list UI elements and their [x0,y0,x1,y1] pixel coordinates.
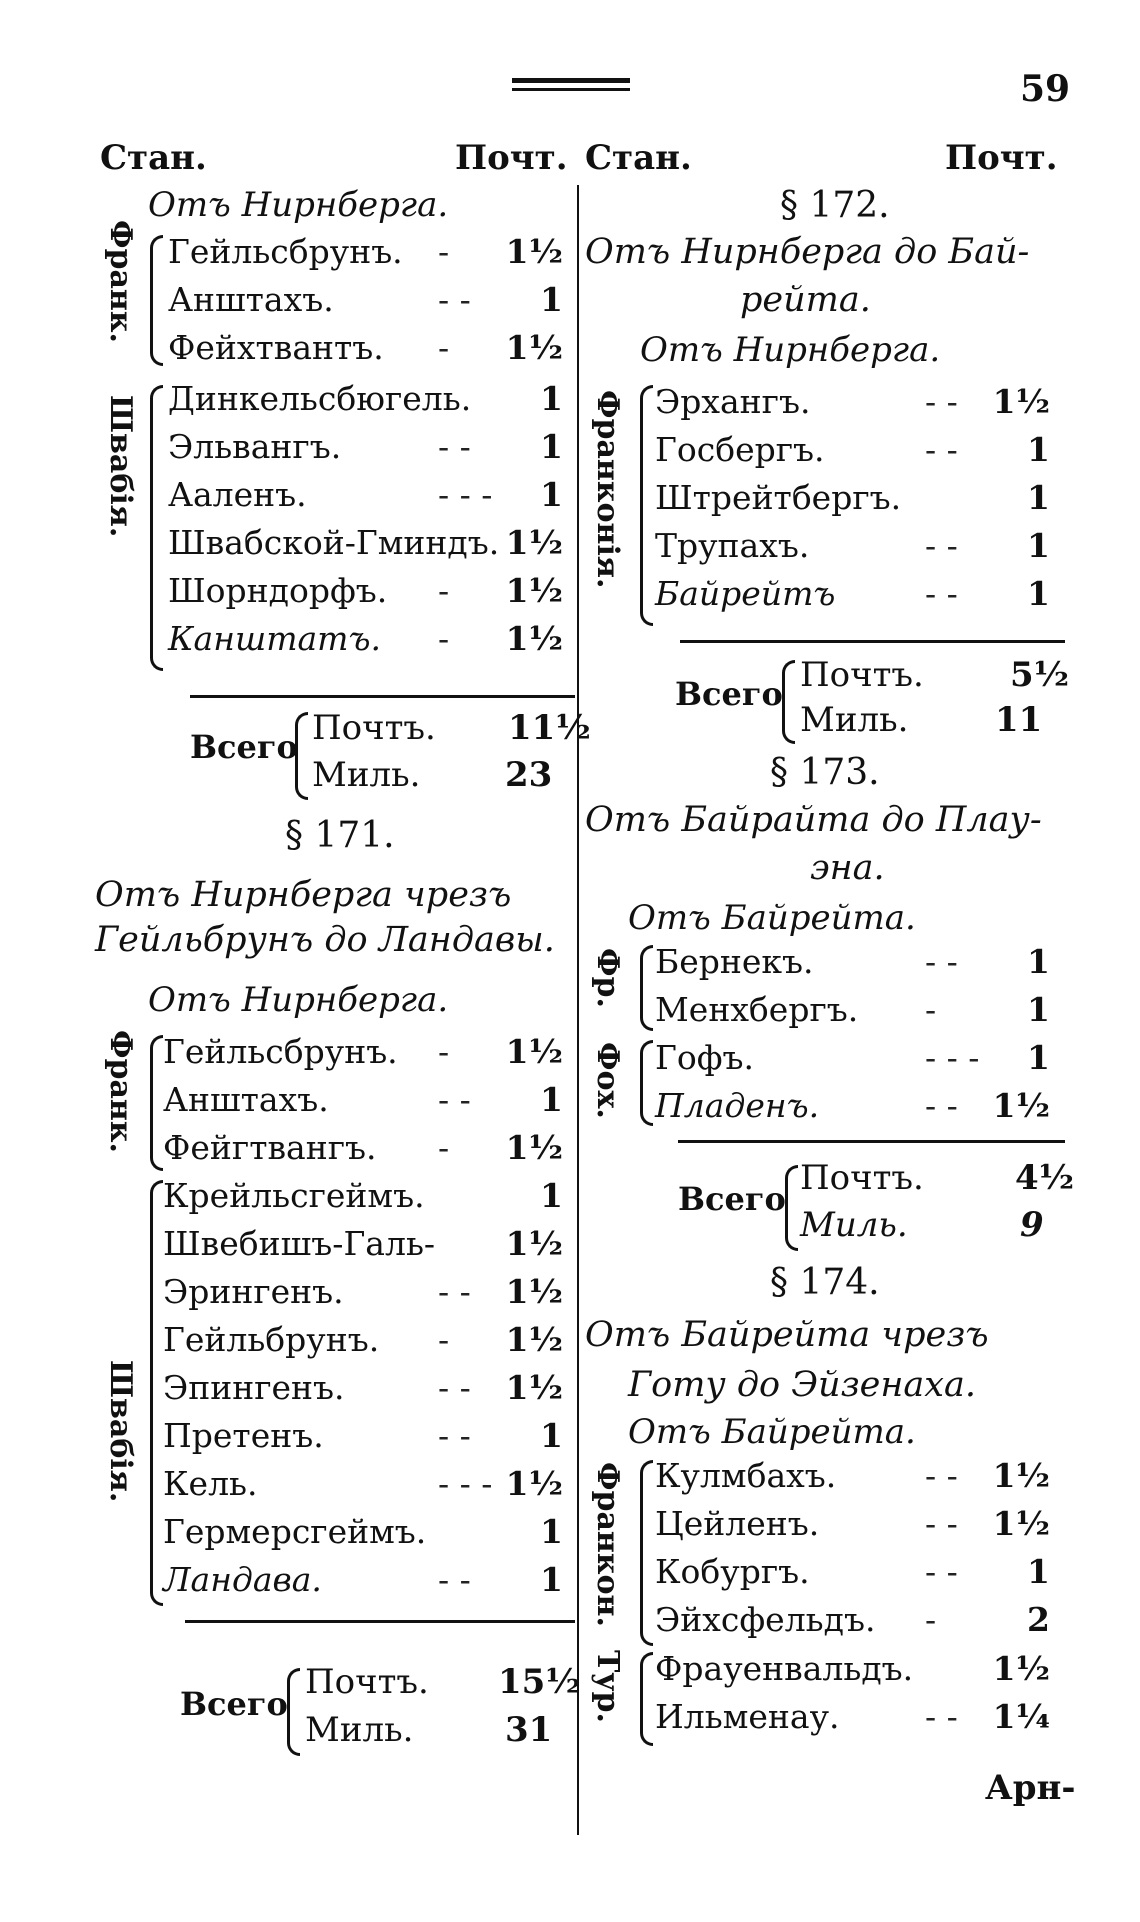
section171-brace-1 [150,1035,163,1171]
route170-total-label: Всего [190,728,298,766]
post-value: 1 [1027,478,1050,517]
section172-from: Отъ Нирнберга. [640,330,941,370]
station-name: Гермерсгеймъ. [163,1512,427,1551]
leader-dots: - - [438,427,471,466]
post-value: 1 [1027,1038,1050,1077]
station-name: Претенъ. [163,1416,324,1455]
leader-dots: - - [438,1272,471,1311]
station-name: Цейленъ. [655,1504,820,1543]
section173-total-mil-label: Миль. [800,1205,908,1245]
post-value: 1 [1027,1552,1050,1591]
station-name: Канштатъ. [168,619,381,658]
catchword: Арн- [985,1768,1076,1808]
station-name: Динкельсбюгель. [168,379,472,418]
leader-dots: - - [925,430,958,469]
post-value: 1¼ [992,1697,1050,1736]
top-ornament-rule [512,78,630,83]
leader-dots: - - - [438,475,493,514]
section173-from: Отъ Байрейта. [628,898,916,938]
route170-brace-1 [150,235,163,366]
leader-dots: - [925,990,937,1029]
section172-desc2: рейта. [740,280,871,320]
station-name: Фейгтвангъ. [163,1128,377,1167]
route-row [168,423,568,471]
section173-total-poch-value: 4½ [1015,1158,1075,1198]
route-row [168,276,568,324]
header-right-poch: Почт. [945,138,1058,178]
section171-total-poch-label: Почтъ. [305,1662,429,1702]
station-name: Кобургъ. [655,1552,810,1591]
station-name: Швебишъ-Галь- [163,1224,436,1263]
station-name: Менхбергъ. [655,990,859,1029]
post-value: 1½ [505,1272,563,1311]
header-right-stan: Стан. [585,138,692,178]
route-row [655,1645,1055,1693]
station-name: Анштахъ. [168,280,334,319]
post-value: 1 [1027,942,1050,981]
route170-total-poch-value: 11½ [508,708,591,748]
section172-total-poch-label: Почтъ. [800,655,924,695]
route-row [163,1412,568,1460]
leader-dots: - [438,619,450,658]
station-name: Трупахъ. [655,526,810,565]
section173-region-fr: Фр. [590,948,625,1008]
leader-dots: - [438,571,450,610]
post-value: 1 [1027,526,1050,565]
route-row [655,1596,1055,1644]
section172-desc1: Отъ Нирнберга до Бай- [585,232,1030,272]
station-name: Эйхсфельдъ. [655,1600,876,1639]
leader-dots: - - [925,1697,958,1736]
section173-total-brace [785,1165,798,1251]
route170-from: Отъ Нирнберга. [148,185,449,225]
post-value: 1 [540,1512,563,1551]
route-row [163,1460,568,1508]
section172-total-rule [680,640,1065,643]
station-name: Швабской-Гминдъ. [168,523,500,562]
section172-region-frankoniya: Франконія. [590,390,625,589]
station-name: Ландава. [163,1560,322,1599]
post-value: 1 [540,1080,563,1119]
post-value: 1½ [992,382,1050,421]
route-row [655,1500,1055,1548]
route170-region-shvabiya: Швабія. [103,395,138,538]
post-value: 1 [540,427,563,466]
station-name: Байрейтъ [655,574,836,613]
post-value: 1½ [505,571,563,610]
station-name: Бернекъ. [655,942,814,981]
post-value: 1½ [505,619,563,658]
post-value: 1 [540,475,563,514]
route-row [655,1034,1055,1082]
route-row [655,474,1055,522]
post-value: 1 [1027,430,1050,469]
post-value: 2 [1027,1600,1050,1639]
route-row [163,1124,568,1172]
route-row [655,1452,1055,1500]
station-name: Гейльсбрунъ. [168,232,403,271]
station-name: Гейльбрунъ. [163,1320,380,1359]
route-row [163,1268,568,1316]
station-name: Анштахъ. [163,1080,329,1119]
station-name: Кулмбахъ. [655,1456,837,1495]
route-row [163,1364,568,1412]
route-row [168,324,568,372]
section171-total-mil-value: 31 [505,1710,553,1750]
route170-total-mil-label: Миль. [312,755,421,795]
header-left-stan: Стан. [100,138,207,178]
route170-total-poch-label: Почтъ. [312,708,436,748]
section173-brace-1 [640,945,653,1031]
section174-region-frankon: Франкон. [590,1462,625,1627]
post-value: 1 [540,1416,563,1455]
post-value: 1½ [992,1504,1050,1543]
section171-desc2: Гейльбрунъ до Ландавы. [95,920,555,960]
section172-brace-1 [640,385,653,626]
route-row [163,1316,568,1364]
section174-brace-1 [640,1460,653,1646]
header-left-poch: Почт. [455,138,568,178]
leader-dots: - - [925,1456,958,1495]
post-value: 1½ [992,1456,1050,1495]
post-value: 1 [540,1176,563,1215]
route-row [168,471,568,519]
station-name: Госбергъ. [655,430,825,469]
station-name: Гейльсбрунъ. [163,1032,398,1071]
leader-dots: - - [925,574,958,613]
post-value: 1½ [505,1032,563,1071]
station-name: Эрингенъ. [163,1272,344,1311]
page-number: 59 [1020,68,1071,110]
section172-title: § 172. [780,185,890,226]
section172-total-label: Всего [675,675,783,713]
route-row [163,1556,568,1604]
station-name: Крейльсгеймъ. [163,1176,425,1215]
station-name: Штрейтбергъ. [655,478,902,517]
section173-desc2: эна. [810,848,885,888]
post-value: 1 [540,280,563,319]
route-row [655,378,1055,426]
route-row [163,1172,568,1220]
leader-dots: - [925,1600,937,1639]
station-name: Фейхтвантъ. [168,328,384,367]
route170-total-mil-value: 23 [505,755,553,795]
post-value: 1 [1027,574,1050,613]
section171-region-shvabiya: Швабія. [103,1360,138,1503]
section173-total-label: Всего [678,1180,786,1218]
leader-dots: - - [925,942,958,981]
section171-total-poch-value: 15½ [498,1662,581,1702]
section174-desc2: Готу до Эйзенаха. [628,1365,977,1405]
post-value: 1½ [992,1649,1050,1688]
leader-dots: - - [438,1416,471,1455]
post-value: 1 [540,1560,563,1599]
section174-desc1: Отъ Байрейта чрезъ [585,1315,989,1355]
section171-desc1: Отъ Нирнберга чрезъ [95,875,512,915]
section171-total-rule [185,1620,575,1623]
route-row [655,1693,1055,1741]
route170-total-brace [295,712,308,800]
station-name: Пладенъ. [655,1086,820,1125]
section173-desc1: Отъ Байрайта до Плау- [585,800,1042,840]
section174-title: § 174. [770,1262,880,1303]
leader-dots: - - [925,526,958,565]
route-row [168,567,568,615]
leader-dots: - [438,232,450,271]
station-name: Эрхангъ. [655,382,811,421]
section171-total-label: Всего [180,1685,288,1723]
section172-total-brace [782,660,795,744]
section171-brace-2 [150,1180,163,1606]
post-value: 1½ [505,1128,563,1167]
section173-title: § 173. [770,752,880,793]
post-value: 1½ [505,232,563,271]
post-value: 1 [1027,990,1050,1029]
route170-region-frank: Франк. [103,220,138,343]
station-name: Кель. [163,1464,258,1503]
section171-total-brace [287,1668,300,1756]
post-value: 1 [540,379,563,418]
section172-total-poch-value: 5½ [1010,655,1070,695]
route-row [163,1076,568,1124]
leader-dots: - - [438,1560,471,1599]
station-name: Ааленъ. [168,475,307,514]
route170-total-rule [190,695,575,698]
top-ornament-rule-2 [512,88,630,91]
station-name: Эпингенъ. [163,1368,345,1407]
route-row [655,426,1055,474]
section171-total-mil-label: Миль. [305,1710,414,1750]
leader-dots: - - [925,382,958,421]
leader-dots: - [438,1320,450,1359]
section174-brace-2 [640,1652,653,1746]
section174-from: Отъ Байрейта. [628,1412,916,1452]
route-row [163,1028,568,1076]
post-value: 1½ [992,1086,1050,1125]
post-value: 1½ [505,523,563,562]
leader-dots: - [438,1128,450,1167]
post-value: 1½ [505,1368,563,1407]
route-row [168,375,568,423]
route-row [168,615,568,663]
route-row [655,570,1055,618]
post-value: 1½ [505,1320,563,1359]
section174-region-tur: Тур. [590,1650,625,1723]
leader-dots: - - [925,1086,958,1125]
post-value: 1½ [505,1464,563,1503]
post-value: 1½ [505,1224,563,1263]
leader-dots: - [438,328,450,367]
section172-total-mil-value: 11 [995,700,1043,740]
route-row [163,1220,568,1268]
route-row [655,938,1055,986]
post-value: 1½ [505,328,563,367]
station-name: Шорндорфъ. [168,571,388,610]
station-name: Ильменау. [655,1697,840,1736]
route170-brace-2 [150,385,163,671]
route-row [655,1082,1055,1130]
route-row [163,1508,568,1556]
leader-dots: - - [438,1080,471,1119]
route-row [168,519,568,567]
station-name: Фрауенвальдъ. [655,1649,914,1688]
route-row [655,522,1055,570]
station-name: Гофъ. [655,1038,755,1077]
station-name: Эльвангъ. [168,427,342,466]
leader-dots: - - [925,1552,958,1591]
leader-dots: - - - [925,1038,980,1077]
section173-total-rule [678,1140,1065,1143]
leader-dots: - - [438,280,471,319]
column-divider [577,185,579,1835]
route-row [168,228,568,276]
leader-dots: - - - [438,1464,493,1503]
section171-from: Отъ Нирнберга. [148,980,449,1020]
leader-dots: - [438,1032,450,1071]
section173-region-foh: Фох. [590,1042,625,1119]
leader-dots: - - [438,1368,471,1407]
section171-title: § 171. [285,815,395,856]
section173-brace-2 [640,1040,653,1126]
section173-total-mil-value: 9 [1020,1205,1044,1245]
section173-total-poch-label: Почтъ. [800,1158,924,1198]
section172-total-mil-label: Миль. [800,700,909,740]
leader-dots: - - [925,1504,958,1543]
route-row [655,1548,1055,1596]
route-row [655,986,1055,1034]
section171-region-frank: Франк. [103,1030,138,1153]
